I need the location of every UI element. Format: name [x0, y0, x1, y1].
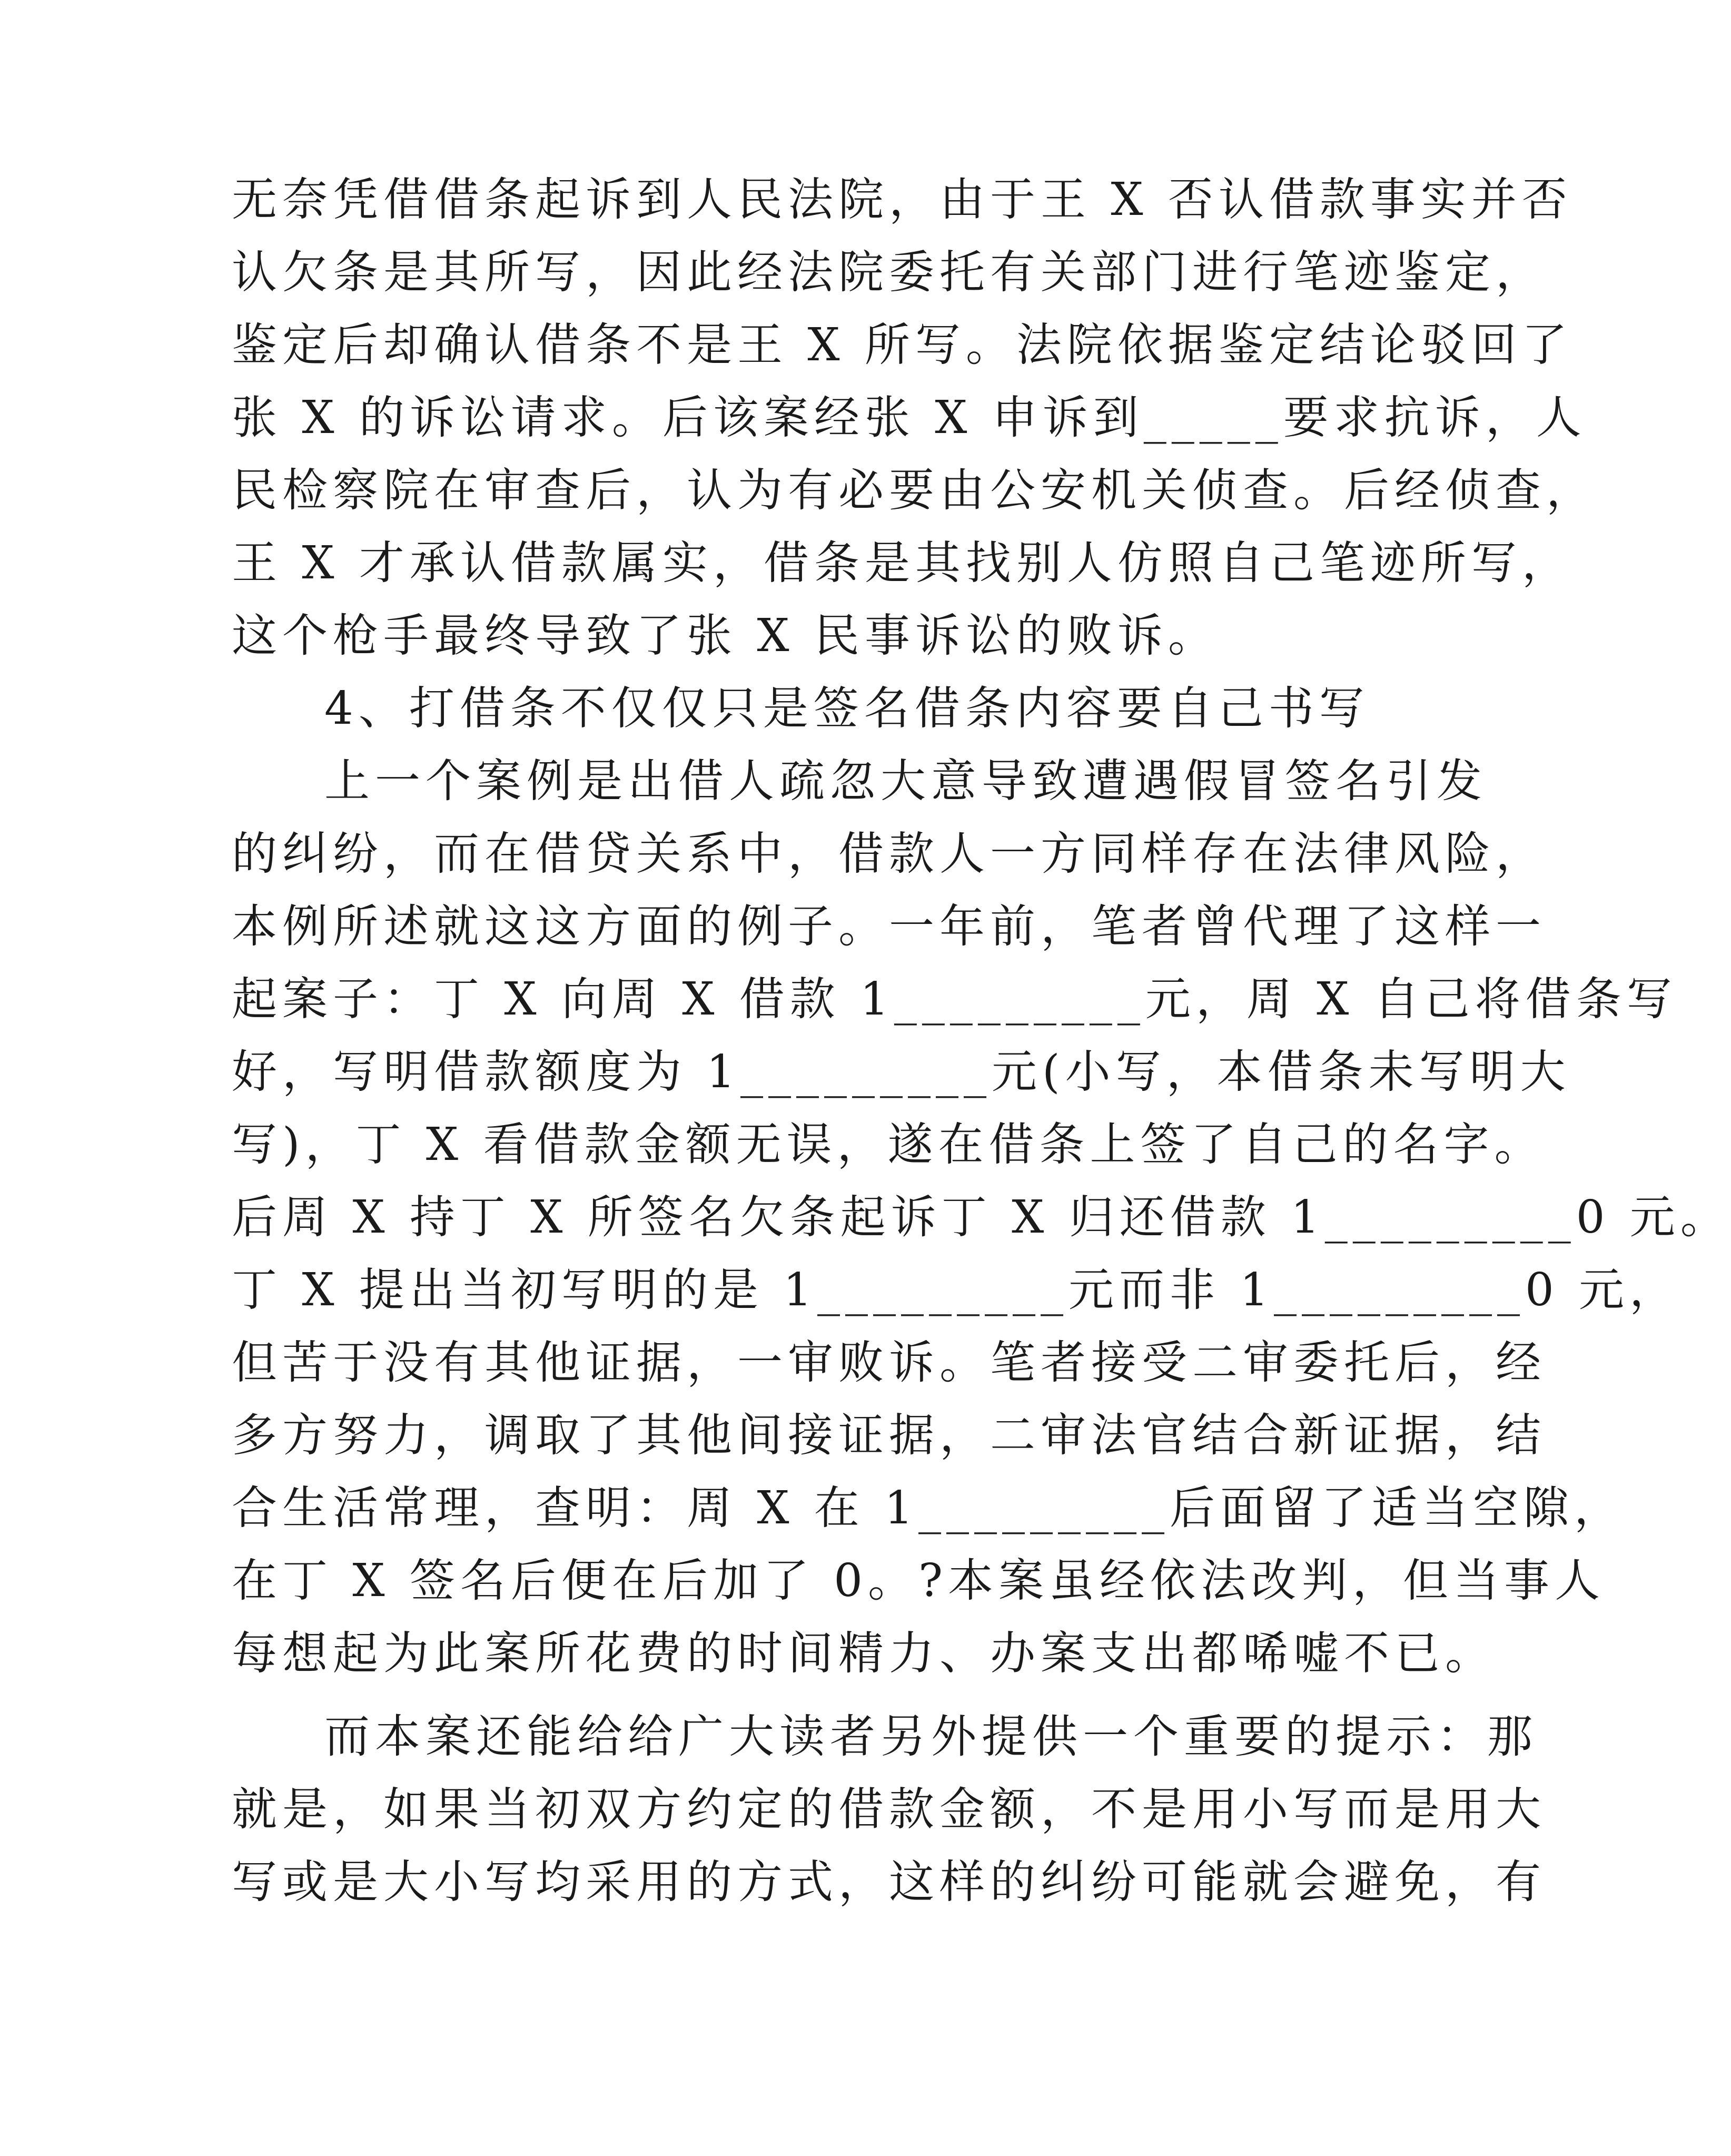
paragraph-case-continuation	[232, 163, 1597, 672]
text-line: 写或是大小写均采用的方式，这样的纠纷可能就会避免，有	[232, 1856, 1546, 1908]
text-line: 王 X 才承认借款属实，借条是其找别人仿照自己笔迹所写，	[232, 537, 1572, 589]
text-line: 张 X 的诉讼请求。后该案经张 X 申诉到_____要求抗诉，人	[232, 391, 1587, 444]
paragraph-spacer	[232, 1690, 1301, 1700]
text-line: 这个枪手最终导致了张 X 民事诉讼的败诉。	[232, 609, 1219, 662]
text-line: 就是，如果当初双方约定的借款金额，不是用小写而是用大	[232, 1783, 1546, 1836]
paragraph-case-example	[232, 745, 1731, 1690]
text-line: 上一个案例是出借人疏忽大意导致遭遇假冒签名引发	[324, 755, 1487, 808]
paragraph-tip	[232, 1700, 1546, 1918]
text-line: 好，写明借款额度为 1_________元(小写，本借条未写明大	[232, 1046, 1571, 1098]
text-line: 的纠纷，而在借贷关系中，借款人一方同样存在法律风险，	[232, 828, 1546, 880]
section-heading	[232, 672, 1370, 745]
text-line: 多方努力，调取了其他间接证据，二审法官结合新证据，结	[232, 1409, 1546, 1462]
text-line: 民检察院在审查后，认为有必要由公安机关侦查。后经侦查，	[232, 464, 1597, 517]
text-line: 但苦于没有其他证据，一审败诉。笔者接受二审委托后，经	[232, 1336, 1546, 1389]
text-line: 写)，丁 X 看借款金额无误，遂在借条上签了自己的名字。	[232, 1118, 1545, 1171]
document-page	[232, 163, 1731, 1918]
text-line: 在丁 X 签名后便在后加了 0。?本案虽经依法改判，但当事人	[232, 1554, 1606, 1607]
text-line: 无奈凭借借条起诉到人民法院，由于王 X 否认借款事实并否	[232, 173, 1572, 226]
text-line: 而本案还能给给广大读者另外提供一个重要的提示：那	[324, 1710, 1538, 1763]
text-line: 丁 X 提出当初写明的是 1_________元而非 1_________0 元，	[232, 1264, 1680, 1316]
text-line: 每想起为此案所花费的时间精力、办案支出都唏嘘不已。	[232, 1627, 1496, 1680]
text-line: 合生活常理，查明：周 X 在 1_________后面留了适当空隙，	[232, 1482, 1625, 1534]
text-line: 后周 X 持丁 X 所签名欠条起诉丁 X 归还借款 1_________0 元。	[232, 1191, 1731, 1244]
section-heading-text: 4、打借条不仅仅只是签名借条内容要自己书写	[324, 682, 1370, 735]
text-line: 本例所述就这这方面的例子。一年前，笔者曾代理了这样一	[232, 900, 1546, 953]
text-line: 认欠条是其所写，因此经法院委托有关部门进行笔迹鉴定，	[232, 246, 1546, 299]
text-line: 起案子：丁 X 向周 X 借款 1_________元，周 X 自己将借条写	[232, 973, 1677, 1026]
text-line: 鉴定后却确认借条不是王 X 所写。法院依据鉴定结论驳回了	[232, 319, 1572, 371]
